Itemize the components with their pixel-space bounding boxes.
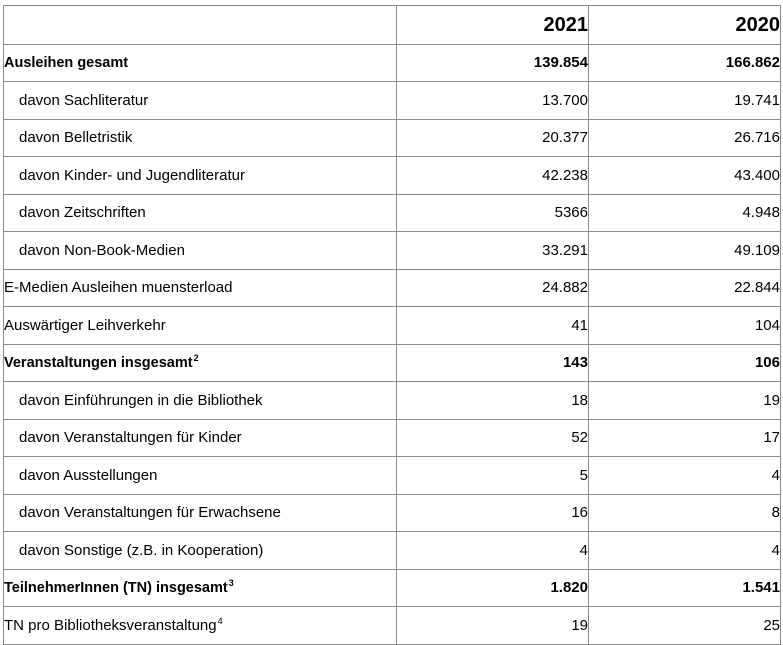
value-2020: 166.862	[589, 44, 781, 82]
row-label: davon Sonstige (z.B. in Kooperation)	[4, 532, 397, 570]
table-row	[4, 344, 781, 382]
table-row	[4, 119, 781, 157]
value-2021: 41	[397, 307, 589, 345]
row-label: Ausleihen gesamt	[4, 44, 397, 82]
value-2021: 24.882	[397, 269, 589, 307]
row-label: davon Veranstaltungen für Erwachsene	[4, 494, 397, 532]
row-label: Veranstaltungen insgesamt$^2$	[4, 344, 397, 382]
table-row	[4, 494, 781, 532]
footnote-marker: 2	[193, 352, 199, 363]
footnote-marker: 4	[217, 615, 223, 626]
value-2021: 1.820	[397, 569, 589, 607]
table-row	[4, 82, 781, 120]
value-2021: 42.238	[397, 157, 589, 195]
value-2020: 4.948	[589, 194, 781, 232]
table-row	[4, 382, 781, 420]
table-row	[4, 569, 781, 607]
value-2020: 49.109	[589, 232, 781, 270]
footnote-marker: 3	[228, 577, 234, 588]
value-2020: 26.716	[589, 119, 781, 157]
value-2020: 8	[589, 494, 781, 532]
table-row	[4, 532, 781, 570]
row-label: davon Belletristik	[4, 119, 397, 157]
table-row	[4, 44, 781, 82]
row-label: davon Non-Book-Medien	[4, 232, 397, 270]
row-label: TeilnehmerInnen (TN) insgesamt$^3$	[4, 569, 397, 607]
value-2021: 143	[397, 344, 589, 382]
row-label: davon Einführungen in die Bibliothek	[4, 382, 397, 420]
table-row	[4, 157, 781, 195]
value-2020: 4	[589, 457, 781, 495]
value-2021: 5	[397, 457, 589, 495]
value-2021: 18	[397, 382, 589, 420]
table-header-row	[4, 6, 781, 45]
table-row	[4, 457, 781, 495]
table-row	[4, 307, 781, 345]
value-2021: 5366	[397, 194, 589, 232]
row-label: E-Medien Ausleihen muensterload	[4, 269, 397, 307]
value-2020: 1.541	[589, 569, 781, 607]
row-label: davon Sachliteratur	[4, 82, 397, 120]
table-row	[4, 194, 781, 232]
value-2020: 17	[589, 419, 781, 457]
library-statistics-table	[3, 5, 781, 645]
row-label: davon Kinder- und Jugendliteratur	[4, 157, 397, 195]
value-2020: 106	[589, 344, 781, 382]
row-label: davon Ausstellungen	[4, 457, 397, 495]
value-2021: 13.700	[397, 82, 589, 120]
row-label: Auswärtiger Leihverkehr	[4, 307, 397, 345]
value-2020: 19.741	[589, 82, 781, 120]
value-2020: 104	[589, 307, 781, 345]
value-2020: 19	[589, 382, 781, 420]
row-label: davon Veranstaltungen für Kinder	[4, 419, 397, 457]
value-2021: 16	[397, 494, 589, 532]
value-2021: 4	[397, 532, 589, 570]
value-2021: 52	[397, 419, 589, 457]
table-row	[4, 419, 781, 457]
header-year-2021: 2021	[397, 6, 589, 45]
value-2020: 22.844	[589, 269, 781, 307]
value-2020: 4	[589, 532, 781, 570]
value-2020: 25	[589, 607, 781, 645]
row-label: davon Zeitschriften	[4, 194, 397, 232]
header-label-cell	[4, 6, 397, 45]
table-row	[4, 232, 781, 270]
value-2021: 20.377	[397, 119, 589, 157]
row-label: TN pro Bibliotheksveranstaltung$^4$	[4, 607, 397, 645]
table-row	[4, 607, 781, 645]
value-2021: 33.291	[397, 232, 589, 270]
table-row	[4, 269, 781, 307]
value-2021: 19	[397, 607, 589, 645]
header-year-2020: 2020	[589, 6, 781, 45]
value-2020: 43.400	[589, 157, 781, 195]
value-2021: 139.854	[397, 44, 589, 82]
